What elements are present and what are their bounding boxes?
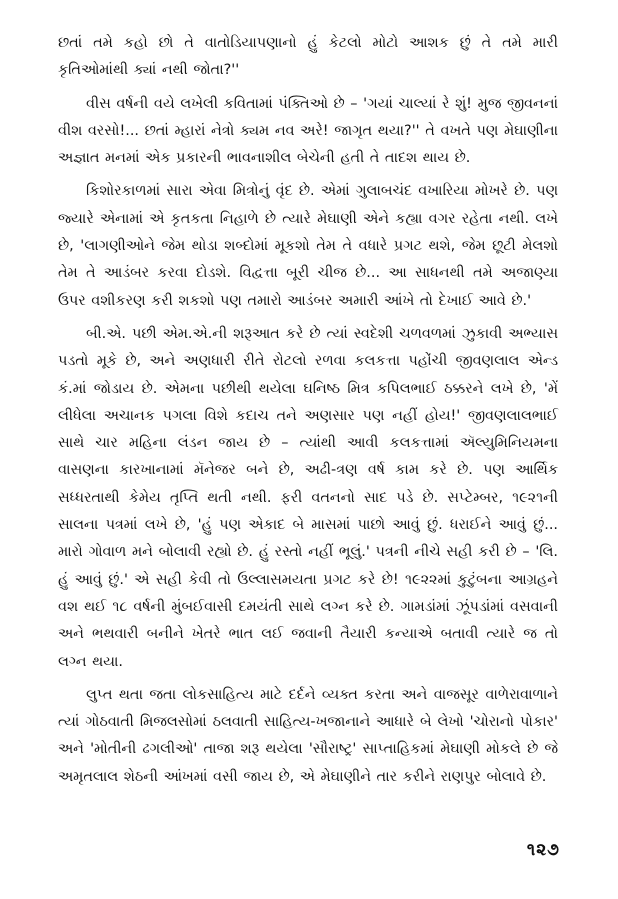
paragraph: બી.એ. પછી એમ.એ.ની શરૂઆત કરે છે ત્યાં સ્વદેશી ચળવળમાં ઝુકાવી અભ્યાસ પડતો મૂકે છે, અને અણધારી રીતે રોટલો રળવા કલકત્તા પહોંચી જીવણલાલ એન્ડ કં.માં જોડાય છે. એમના પછીથી થયેલા ઘનિષ્ઠ મિત્ર કપિલભાઈ ઠક્કરને લખે છે, 'મેં લીધેલા અચાનક પગલા વિશે કદાચ તને અણસાર પણ નહીં હોય!' જીવણલાલભાઈ સાથે ચાર મહિના લંડન જાય છે – ત્યાંથી આવી કલકત્તામાં ઍલ્યુમિનિયમના વાસણના કારખાનામાં મૅનેજર બને છે, અઢી-ત્રણ વર્ષ કામ કરે છે. પણ આર્થિક સધ્ધરતાથી કેમેય તૃપ્તિ થતી નથી. ફરી વતનનો સાદ પડે છે. સપ્ટેમ્બર, ૧૯૨૧ની સાલના પત્રમાં લખે છે, 'હું પણ એકાદ બે માસમાં પાછો આવું છું. ધરાઈને આવું છું... મારો ગોવાળ મને બોલાવી રહ્યો છે. હું રસ્તો નહીં ભૂલું.' પત્રની નીચે સહી કરી છે – 'લિ. હું આવું છું.' એ સહી કેવી તો ઉલ્લાસમયતા પ્રગટ કરે છે! ૧૯૨૨માં કુટુંબના આગ્રહને વશ થઈ ૧૮ વર્ષની મુંબઈવાસી દમયંતી સાથે લગ્ન કરે છે. ગામડાંમાં ઝૂંપડાંમાં વસવાની અને ભથવારી બનીને ખેતરે ભાત લઈ જવાની તૈયારી કન્યાએ બતાવી ત્યારે જ તો લગ્ન થયા.: [58, 325, 558, 670]
paragraph: કિશોરકાળમાં સારા એવા મિત્રોનું વૃંદ છે. એમાં ગુલાબચંદ વખારિયા મોખરે છે. પણ જ્યારે એનામાં એ કૃતકતા નિહાળે છે ત્યારે મેઘાણી એને કહ્યા વગર રહેતા નથી. લખે છે, 'લાગણીઓને જેમ થોડા શબ્દોમાં મૂકશો તેમ તે વધારે પ્રગટ થશે, જેમ છૂટી મેલશો તેમ તે આડંબર કરવા દોડશે. વિદ્વત્તા બૂરી ચીજ છે... આ સાધનથી તમે અજાણ્યા ઉપર વશીકરણ કરી શકશો પણ તમારો આડંબર અમારી આંખે તો દેખાઈ આવે છે.': [58, 183, 558, 309]
page-number: ૧૨૭: [526, 840, 560, 860]
document-page: [58, 30, 558, 797]
paragraph: છતાં તમે કહો છો તે વાતોડિયાપણાનો હું કેટલો મોટો આશક છું તે તમે મારી કૃતિઓમાંથી ક્યાં નથી જોતા?'': [58, 35, 558, 79]
paragraph: લુપ્ત થતા જતા લોકસાહિત્ય માટે દર્દને વ્યક્ત કરતા અને વાજસૂર વાળેરાવાળાને ત્યાં ગોઠવાતી મિજલસોમાં ઠલવાતી સાહિત્ય-ખજાનાને આધારે બે લેખો 'ચોરાનો પોકાર' અને 'મોતીની ઢગલીઓ' તાજા શરૂ થયેલા 'સૌરાષ્ટ્ર' સાપ્તાહિકમાં મેઘાણી મોકલે છે જે અમૃતલાલ શેઠની આંખમાં વસી જાય છે, એ મેઘાણીને તાર કરીને રાણપુર બોલાવે છે.: [58, 686, 558, 785]
paragraph: વીસ વર્ષની વયે લખેલી કવિતામાં પંક્તિઓ છે – 'ગયાં ચાલ્યાં રે શું! મુજ જીવનનાં વીશ વરસો!... છતાં મ્હારાં નેત્રો ક્યમ નવ અરે! જાગૃત થયા?'' તે વખતે પણ મેઘાણીના અજ્ઞાત મનમાં એક પ્રકારની ભાવનાશીલ બેચેની હતી તે તાદશ થાય છે.: [58, 95, 558, 167]
